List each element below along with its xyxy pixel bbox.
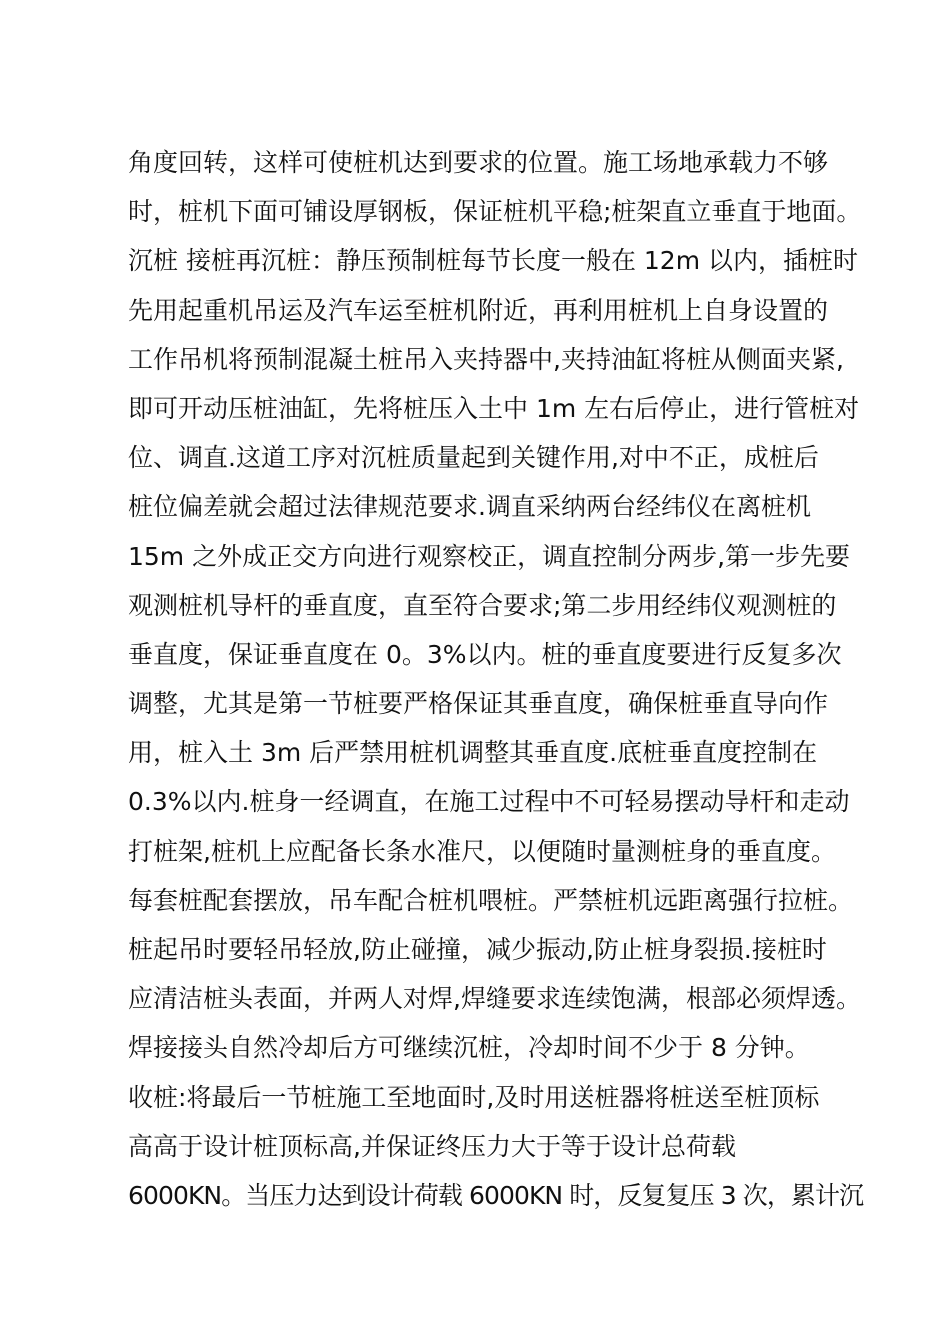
body-text bbox=[128, 138, 863, 1220]
text-line: 工作吊机将预制混凝土桩吊入夹持器中,夹持油缸将桩从侧面夹紧, bbox=[128, 344, 844, 374]
text-line: 时，桩机下面可铺设厚钢板，保证桩机平稳;桩架直立垂直于地面。 bbox=[128, 197, 862, 227]
text-line: 打桩架,桩机上应配备长条水准尺，以便随时量测桩身的垂直度。 bbox=[128, 836, 836, 866]
text-line: 先用起重机吊运及汽车运至桩机附近，再利用桩机上自身设置的 bbox=[128, 295, 829, 325]
text-line: 收桩:将最后一节桩施工至地面时,及时用送桩器将桩送至桩顶标 bbox=[128, 1082, 820, 1112]
text-line: 沉桩 接桩再沉桩：静压预制桩每节长度一般在 12m 以内，插桩时 bbox=[128, 246, 859, 276]
text-line: 观测桩机导杆的垂直度，直至符合要求;第二步用经纬仪观测桩的 bbox=[128, 590, 837, 620]
text-line: 15m 之外成正交方向进行观察校正，调直控制分两步,第一步先要 bbox=[128, 541, 851, 571]
text-line: 角度回转，这样可使桩机达到要求的位置。施工场地承载力不够 bbox=[128, 148, 829, 177]
text-line: 应清洁桩头表面，并两人对焊,焊缝要求连续饱满，根部必须焊透。 bbox=[128, 984, 861, 1014]
text-line: 6000KN。当压力达到设计荷载 6000KN 时，反复复压 3 次，累计沉 bbox=[128, 1180, 864, 1210]
text-line: 桩起吊时要轻吊轻放,防止碰撞，减少振动,防止桩身裂损.接桩时 bbox=[128, 935, 827, 964]
text-line: 每套桩配套摆放，吊车配合桩机喂桩。严禁桩机远距离强行拉桩。 bbox=[128, 885, 854, 915]
text-line: 即可开动压桩油缸，先将桩压入土中 1m 左右后停止，进行管桩对 bbox=[128, 393, 860, 423]
text-line: 垂直度，保证垂直度在 0。3%以内。桩的垂直度要进行反复多次 bbox=[128, 639, 842, 669]
text-line: 桩位偏差就会超过法律规范要求.调直采纳两台经纬仪在离桩机 bbox=[128, 492, 811, 522]
text-line: 焊接接头自然冷却后方可继续沉桩，冷却时间不少于 8 分钟。 bbox=[128, 1033, 810, 1063]
text-line: 位、调直.这道工序对沉桩质量起到关键作用,对中不正，成桩后 bbox=[128, 443, 819, 473]
text-line: 0.3%以内.桩身一经调直，在施工过程中不可轻易摆动导杆和走动 bbox=[128, 787, 850, 817]
text-line: 调整，尤其是第一节桩要严格保证其垂直度，确保桩垂直导向作 bbox=[128, 689, 829, 719]
text-line: 用，桩入土 3m 后严禁用桩机调整其垂直度.底桩垂直度控制在 bbox=[128, 738, 818, 768]
text-line: 高高于设计桩顶标高,并保证终压力大于等于设计总荷载 bbox=[128, 1131, 736, 1161]
